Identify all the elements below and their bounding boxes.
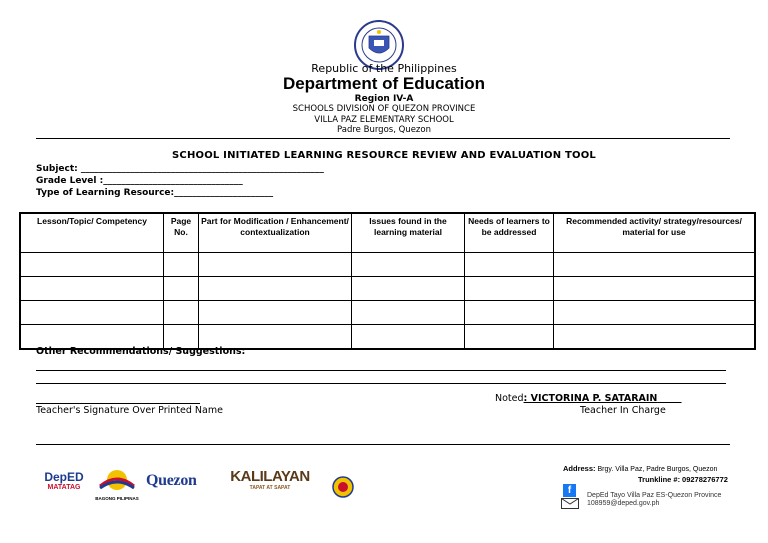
table-cell[interactable] <box>199 253 352 277</box>
table-cell[interactable] <box>164 301 199 325</box>
table-cell[interactable] <box>352 277 465 301</box>
table-cell[interactable] <box>164 253 199 277</box>
deped-logo-text: DepED <box>44 470 84 484</box>
facebook-page[interactable]: DepEd Tayo Villa Paz ES-Quezon Province <box>587 492 722 499</box>
table-row <box>20 301 755 325</box>
table-cell[interactable] <box>199 301 352 325</box>
table-cell[interactable] <box>554 253 756 277</box>
deped-matatag-logo <box>40 470 88 500</box>
noted-label: Noted <box>495 393 524 404</box>
division-text: SCHOOLS DIVISION OF QUEZON PROVINCE <box>292 104 476 114</box>
table-cell[interactable] <box>20 301 164 325</box>
bagong-pilipinas-text: BAGONG PILIPINAS <box>95 496 139 501</box>
school-seal-icon <box>332 476 354 498</box>
table-cell[interactable] <box>352 253 465 277</box>
email-icon <box>561 498 579 509</box>
trunkline-line <box>638 475 728 484</box>
bagong-pilipinas-logo <box>94 466 140 502</box>
table-cell[interactable] <box>20 253 164 277</box>
table-cell[interactable] <box>164 277 199 301</box>
col-header-issues: Issues found in the learning material <box>352 213 465 253</box>
recommendation-line[interactable] <box>36 383 726 384</box>
grade-level-field[interactable]: Grade Level :_______________________________ <box>36 176 243 186</box>
deped-quezon-logo <box>146 472 216 498</box>
address-label: Address: <box>563 464 596 473</box>
trunkline-value: 09278276772 <box>682 475 728 484</box>
kalilayan-logo-text: KALILAYAN <box>230 468 310 485</box>
table-header-row <box>20 213 755 253</box>
republic-text: Republic of the Philippines <box>311 62 457 75</box>
facebook-icon[interactable]: f <box>563 484 576 497</box>
sun-emblem-icon <box>94 466 140 492</box>
subject-field[interactable]: Subject: ______________________________________________________ <box>36 164 324 174</box>
table-cell[interactable] <box>199 277 352 301</box>
email-address[interactable]: 108959@deped.gov.ph <box>587 500 660 507</box>
table-cell[interactable] <box>352 301 465 325</box>
teacher-signature-label: Teacher's Signature Over Printed Name <box>36 405 223 416</box>
table-cell[interactable] <box>465 301 554 325</box>
col-header-needs: Needs of learners to be addressed <box>465 213 554 253</box>
recommendation-line[interactable] <box>36 370 726 371</box>
matatag-logo-text: MATATAG <box>47 484 81 491</box>
other-recommendations-label: Other Recommendations/ Suggestions: <box>36 346 246 357</box>
trunkline-label: Trunkline #: <box>638 475 681 484</box>
noted-role: Teacher In Charge <box>580 405 666 416</box>
region-text: Region IV-A <box>354 94 414 104</box>
noted-name: : VICTORINA P. SATARAIN <box>523 393 658 404</box>
header-divider <box>36 138 730 139</box>
col-header-page: Page No. <box>164 213 199 253</box>
table-cell[interactable] <box>352 325 465 350</box>
table-cell[interactable] <box>554 301 756 325</box>
form-title: SCHOOL INITIATED LEARNING RESOURCE REVIEW AND EVALUATION TOOL <box>172 150 596 161</box>
footer-divider <box>36 444 730 445</box>
quezon-logo-text: Quezon <box>146 472 197 489</box>
kalilayan-sub-text: TAPAT AT SAPAT <box>249 485 291 491</box>
school-location: Padre Burgos, Quezon <box>337 125 431 135</box>
kalilayan-logo <box>224 468 316 508</box>
table-cell[interactable] <box>554 325 756 350</box>
table-cell[interactable] <box>554 277 756 301</box>
address-value: Brgy. Villa Paz, Padre Burgos, Quezon <box>597 466 718 473</box>
resource-type-field[interactable]: Type of Learning Resource:______________________ <box>36 188 274 198</box>
col-header-lesson: Lesson/Topic/ Competency <box>20 213 164 253</box>
evaluation-table <box>19 212 756 350</box>
table-cell[interactable] <box>465 325 554 350</box>
table-cell[interactable] <box>465 277 554 301</box>
col-header-recommended: Recommended activity/ strategy/resources/ material for use <box>554 213 756 253</box>
col-header-modification: Part for Modification / Enhancement/ contextualization <box>199 213 352 253</box>
table-row <box>20 253 755 277</box>
signature-line[interactable] <box>36 403 200 404</box>
school-name: VILLA PAZ ELEMENTARY SCHOOL <box>314 115 454 125</box>
table-cell[interactable] <box>465 253 554 277</box>
address-line <box>563 464 717 473</box>
department-title: Department of Education <box>282 74 486 93</box>
table-row <box>20 277 755 301</box>
table-cell[interactable] <box>20 277 164 301</box>
noted-block <box>495 393 682 404</box>
